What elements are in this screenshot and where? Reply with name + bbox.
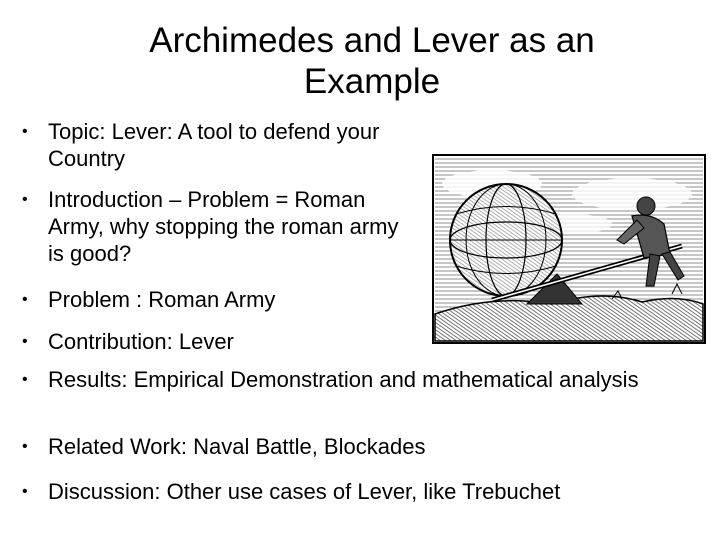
bullet-marker: • bbox=[22, 333, 28, 350]
bullet-text: Related Work: Naval Battle, Blockades bbox=[48, 434, 426, 459]
bullet-item bbox=[22, 433, 702, 460]
bullet-item bbox=[22, 118, 442, 172]
bullet-item bbox=[22, 286, 442, 313]
bullet-marker: • bbox=[22, 191, 28, 208]
bullet-text: Discussion: Other use cases of Lever, like Trebuchet bbox=[48, 479, 561, 504]
slide-title: Archimedes and Lever as an Example bbox=[149, 21, 595, 101]
bullet-marker: • bbox=[22, 123, 28, 140]
bullet-marker: • bbox=[22, 371, 28, 388]
bullet-item bbox=[22, 328, 442, 355]
bullet-text: Introduction – Problem = Roman Army, why stopping the roman army is good? bbox=[48, 187, 399, 266]
bullet-item bbox=[22, 366, 702, 393]
bullet-text: Contribution: Lever bbox=[48, 329, 234, 354]
bullet-text: Problem : Roman Army bbox=[48, 287, 276, 312]
bullet-marker: • bbox=[22, 483, 28, 500]
bullet-item bbox=[22, 478, 712, 505]
bullet-item bbox=[22, 186, 412, 267]
archimedes-lever-engraving-icon bbox=[432, 154, 706, 344]
bullet-marker: • bbox=[22, 291, 28, 308]
bullet-marker: • bbox=[22, 438, 28, 455]
bullet-text: Results: Empirical Demonstration and mathematical analysis bbox=[48, 367, 639, 392]
bullet-text: Topic: Lever: A tool to defend your Country bbox=[48, 119, 380, 171]
